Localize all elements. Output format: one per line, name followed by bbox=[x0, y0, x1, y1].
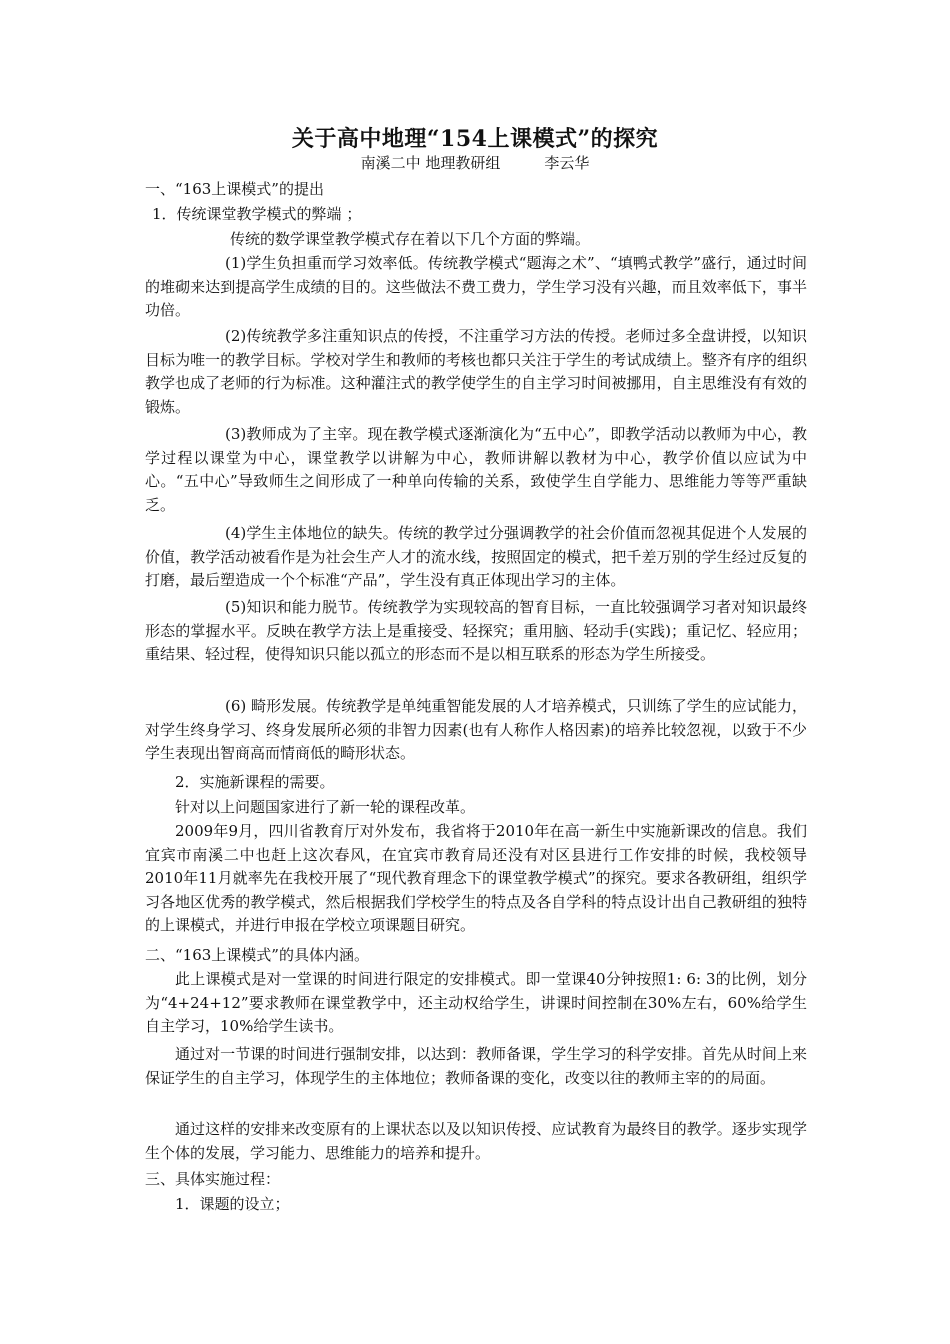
section-2-paragraph-1: 此上课模式是对一堂课的时间进行限定的安排模式。即一堂课40分钟按照1: 6: 3的比例，划分为“4+24+12”要求教师在课堂教学中，还主动权给学生，讲课时间控制在30%左右，60%给学生自主学习，10%给学生读书。 bbox=[145, 970, 807, 1036]
item-2-paragraph-1: 针对以上问题国家进行了新一轮的课程改革。 bbox=[175, 798, 476, 816]
document-title: 关于高中地理“154上课模式”的探究 bbox=[291, 126, 659, 152]
section-2-paragraph-3: 通过这样的安排来改变原有的上课状态以及以知识传授、应试教育为最终目的教学。逐步实现学生个体的发展，学习能力、思维能力的培养和提升。 bbox=[145, 1120, 807, 1162]
school-group: 南溪二中 地理教研组 bbox=[360, 154, 501, 172]
item-2-paragraph-2: 2009年9月，四川省教育厅对外发布，我省将于2010年在高一新生中实施新课改的信息。我们宜宾市南溪二中也赶上这次春风，在宜宾市教育局还没有对区县进行工作安排的时候，我校领导2010年11月就率先在我校开展了“现代教育理念下的课堂教学模式”的探究。要求各教研组，组织学习各地区优秀的教学模式，然后根据我们学校学生的特点及各自学科的特点设计出自己教研组的独特的上课模式，并进行申报在学校立项课题目研究。 bbox=[145, 822, 807, 935]
section-heading-3: 三、具体实施过程： bbox=[145, 1170, 281, 1188]
item-2-heading: 2．实施新课程的需要。 bbox=[175, 773, 335, 791]
intro-line: 传统的数学课堂教学模式存在着以下几个方面的弊端。 bbox=[230, 230, 591, 248]
paragraph-3: (3)教师成为了主宰。现在教学模式逐渐演化为“五中心”，即教学活动以教师为中心，教学过程以课堂为中心，课堂教学以讲解为中心，教师讲解以教材为中心，教学价值以应试为中心。“五中心”导致师生之间形成了一种单向传输的关系，致使学生自学能力、思维能力等等严重缺乏。 bbox=[145, 425, 807, 514]
paragraph-5: (5)知识和能力脱节。传统教学为实现较高的智育目标，一直比较强调学习者对知识最终形态的掌握水平。反映在教学方法上是重接受、轻探究；重用脑、轻动手(实践)；重记忆、轻应用；重结果、轻过程，使得知识只能以孤立的形态而不是以相互联系的形态为学生所接受。 bbox=[145, 598, 807, 664]
paragraph-6: (6) 畸形发展。传统教学是单纯重智能发展的人才培养模式，只训练了学生的应试能力，对学生终身学习、终身发展所必须的非智力因素(也有人称作人格因素)的培养比较忽视，以致于不少学生表现出智商高而情商低的畸形状态。 bbox=[145, 697, 807, 763]
subheading-1-1: 1．传统课堂教学模式的弊端 ； bbox=[152, 205, 362, 223]
section-heading-2: 二、“163上课模式”的具体内涵。 bbox=[145, 946, 369, 964]
author-name: 李云华 bbox=[544, 154, 590, 172]
byline bbox=[0, 152, 950, 173]
section-2-paragraph-2: 通过对一节课的时间进行强制安排，以达到：教师备课，学生学习的科学安排。首先从时间上来保证学生的自主学习，体现学生的主体地位；教师备课的变化，改变以往的教师主宰的的局面。 bbox=[145, 1045, 807, 1087]
paragraph-2: (2)传统教学多注重知识点的传授，不注重学习方法的传授。老师过多全盘讲授，以知识目标为唯一的教学目标。学校对学生和教师的考核也都只关注于学生的考试成绩上。整齐有序的组织教学也成了老师的行为标准。这种灌注式的教学使学生的自主学习时间被挪用，自主思维没有有效的锻炼。 bbox=[145, 327, 807, 416]
paragraph-1: (1)学生负担重而学习效率低。传统教学模式“题海之术”、“填鸭式教学”盛行，通过时间的堆砌来达到提高学生成绩的目的。这些做法不费工费力，学生学习没有兴趣，而且效率低下，事半功倍。 bbox=[145, 254, 807, 320]
section-heading-1: 一、“163上课模式”的提出 bbox=[145, 180, 324, 198]
paragraph-4: (4)学生主体地位的缺失。传统的教学过分强调教学的社会价值而忽视其促进个人发展的价值，教学活动被看作是为社会生产人才的流水线，按照固定的模式，把千差万别的学生经过反复的打磨，最后塑造成一个个标准“产品”，学生没有真正体现出学习的主体。 bbox=[145, 524, 807, 590]
section-3-item-1: 1．课题的设立； bbox=[175, 1195, 290, 1213]
